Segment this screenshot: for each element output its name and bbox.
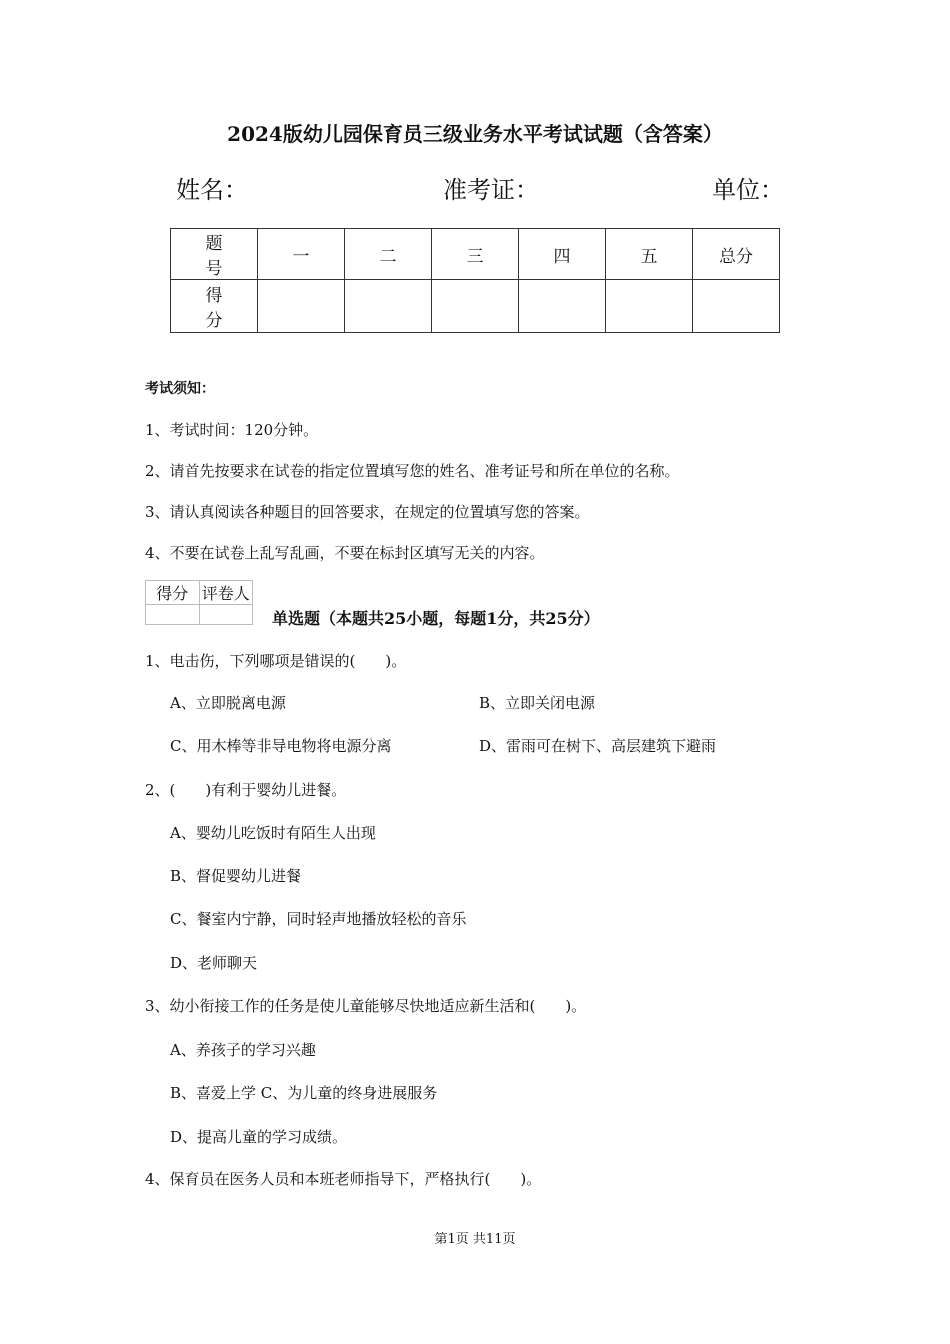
question-option: B、督促婴幼儿进餐 bbox=[170, 867, 302, 885]
question-option: D、雷雨可在树下、高层建筑下避雨 bbox=[479, 737, 717, 755]
question-option: C、餐室内宁静，同时轻声地播放轻松的音乐 bbox=[170, 910, 467, 928]
score-cell bbox=[519, 280, 606, 333]
question-stem: 4、保育员在医务人员和本班老师指导下，严格执行( )。 bbox=[145, 1170, 542, 1188]
question-option: A、立即脱离电源 bbox=[170, 694, 286, 712]
question-option: C、用木棒等非导电物将电源分离 bbox=[170, 737, 392, 755]
name-field-label: 姓名： bbox=[176, 176, 248, 204]
grader-box bbox=[145, 580, 253, 625]
notice-item: 4、不要在试卷上乱写乱画，不要在标封区填写无关的内容。 bbox=[145, 544, 545, 562]
score-cell bbox=[693, 280, 780, 333]
score-cell bbox=[258, 280, 345, 333]
question-option: D、老师聊天 bbox=[170, 954, 258, 972]
grader-box-grader-label: 评卷人 bbox=[199, 581, 253, 605]
score-cell bbox=[606, 280, 693, 333]
score-cell bbox=[432, 280, 519, 333]
score-table-column-header: 二 bbox=[345, 229, 432, 280]
score-table-column-header: 三 bbox=[432, 229, 519, 280]
grader-box-score-label: 得分 bbox=[146, 581, 200, 605]
score-table bbox=[170, 228, 780, 333]
question-option: B、喜爱上学 C、为儿童的终身进展服务 bbox=[170, 1084, 438, 1102]
page-footer: 第1页 共11页 bbox=[434, 1232, 516, 1247]
question-stem: 3、幼小衔接工作的任务是使儿童能够尽快地适应新生活和( )。 bbox=[145, 997, 587, 1015]
unit-field-label: 单位： bbox=[712, 176, 784, 204]
question-stem: 1、电击伤，下列哪项是错误的( )。 bbox=[145, 652, 407, 670]
grader-box-cell bbox=[146, 605, 200, 625]
score-table-column-header: 五 bbox=[606, 229, 693, 280]
question-option: A、婴幼儿吃饭时有陌生人出现 bbox=[170, 824, 376, 842]
score-table-score-row bbox=[171, 280, 780, 333]
document-title: 2024版幼儿园保育员三级业务水平考试试题（含答案） bbox=[227, 122, 723, 146]
grader-box-cell bbox=[199, 605, 253, 625]
section-heading: 单选题（本题共25小题，每题1分，共25分） bbox=[272, 609, 600, 628]
notice-heading: 考试须知： bbox=[145, 381, 215, 397]
question-option: B、立即关闭电源 bbox=[479, 694, 596, 712]
score-table-header-row bbox=[171, 229, 780, 280]
question-option: A、养孩子的学习兴趣 bbox=[170, 1041, 316, 1059]
exam-id-field-label: 准考证： bbox=[443, 176, 539, 204]
score-table-column-header: 四 bbox=[519, 229, 606, 280]
score-table-row-label: 题 号 bbox=[171, 229, 258, 280]
score-table-column-header: 总分 bbox=[693, 229, 780, 280]
notice-item: 2、请首先按要求在试卷的指定位置填写您的姓名、准考证号和所在单位的名称。 bbox=[145, 462, 680, 480]
score-table-row-label: 得 分 bbox=[171, 280, 258, 333]
notice-item: 1、考试时间：120分钟。 bbox=[145, 421, 319, 439]
score-cell bbox=[345, 280, 432, 333]
question-option: D、提高儿童的学习成绩。 bbox=[170, 1128, 348, 1146]
notice-item: 3、请认真阅读各种题目的回答要求，在规定的位置填写您的答案。 bbox=[145, 503, 590, 521]
score-table-column-header: 一 bbox=[258, 229, 345, 280]
question-stem: 2、( )有利于婴幼儿进餐。 bbox=[145, 781, 347, 799]
